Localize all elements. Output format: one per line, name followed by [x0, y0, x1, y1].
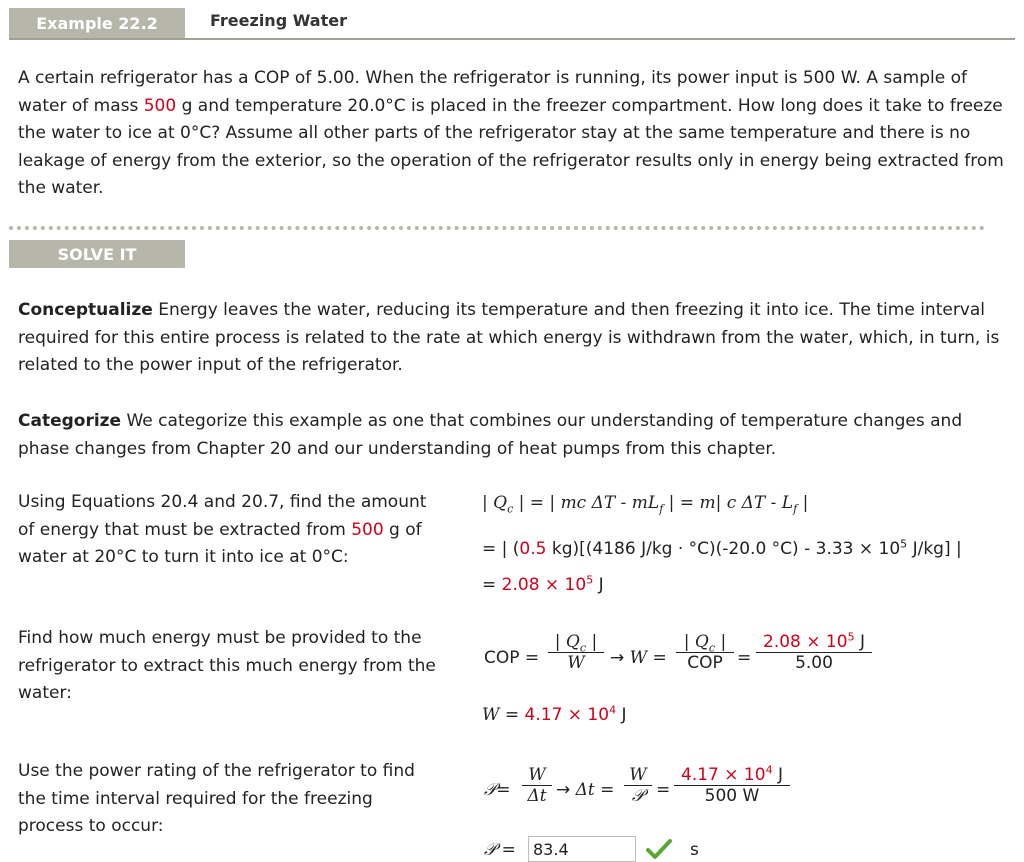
step3-arrow [556, 780, 614, 800]
step2-fraction-3 [756, 632, 872, 673]
step1-eq2-a: = | ( [482, 539, 520, 559]
step3-frac3-den: 500 W [674, 785, 790, 806]
check-icon [646, 838, 672, 860]
conceptualize-paragraph [18, 297, 1008, 380]
conceptualize-text: Energy leaves the water, reducing its temperature and then freezing it into ice. The time interval required for this entire process is related to the rate at which energy is withdrawn from the water, which, in turn, is related to the power input of the refrigerator. [18, 300, 1000, 375]
step2-w-var: W [629, 648, 648, 668]
step1-eq3-value: 2.08 × 10 [501, 575, 587, 595]
section-divider [9, 226, 985, 230]
step3-answer-label: 𝒫 = [484, 840, 516, 860]
step3-frac2-den: 𝒫 [624, 785, 652, 806]
step1-equation-2 [482, 539, 962, 559]
step1-instructions [18, 489, 438, 572]
categorize-paragraph [18, 408, 1008, 463]
step1-eq3-a: = [482, 575, 502, 595]
step3-dt: Δt [575, 780, 595, 800]
step3-frac3-num-value: 4.17 × 10 [681, 765, 766, 785]
step1-eq2-c: J/kg] | [907, 539, 962, 559]
problem-statement [18, 65, 1008, 203]
step2-frac3-num-unit: J [854, 632, 865, 652]
example-tag-label: Example 22.2 [36, 13, 158, 33]
step2-result [482, 705, 627, 725]
step2-frac3-num-value: 2.08 × 10 [763, 632, 848, 652]
step3-frac2-num: W [629, 765, 647, 785]
step2-frac3-num-exp: 5 [847, 630, 855, 644]
step1-eq3-exp: 5 [586, 573, 594, 587]
step2-frac3-den: 5.00 [756, 652, 872, 673]
step2-arrow [610, 648, 667, 668]
step2-result-unit: J [616, 705, 627, 725]
step2-fraction-1: $\frac{| Q_c |}{W}$ [548, 632, 604, 673]
step3-fraction-2 [624, 765, 652, 806]
step1-eq2-exp: 5 [900, 537, 908, 551]
step3-fraction-3 [674, 765, 790, 806]
solve-it-label: SOLVE IT [57, 244, 137, 264]
step2-frac2-den: COP [676, 652, 734, 673]
step3-power-symbol: 𝒫= [484, 780, 511, 800]
example-tag [9, 8, 185, 40]
step3-frac1-num: W [528, 765, 546, 785]
time-answer-input[interactable] [528, 836, 636, 862]
step2-equals-2: = [652, 648, 667, 668]
step2-result-lhs: W = [482, 705, 525, 725]
problem-mass: 500 [143, 95, 177, 116]
step3-frac3-num-exp: 4 [765, 763, 773, 777]
step3-equals-1: = [600, 780, 615, 800]
step2-equals-3: = [737, 648, 752, 668]
step1-text-a: Using Equations 20.4 and 20.7, find the amount of energy that must be extracted from [18, 492, 427, 540]
step3-power-sym: 𝒫 [484, 780, 497, 800]
step3-fraction-1 [522, 765, 552, 806]
step2-frac1-den: W [548, 652, 604, 673]
step2-result-exp: 4 [609, 703, 617, 717]
step1-text-b: g of water at 20°C to turn it into ice at 0°C: [18, 519, 422, 567]
step3-frac1-den: Δt [522, 785, 552, 806]
step2-arrow-glyph: → [610, 648, 625, 668]
solve-it-tag [9, 240, 185, 268]
step2-fraction-2: | $Q_c$ | COP [676, 632, 734, 673]
categorize-label: Categorize [18, 411, 122, 431]
step2-result-value: 4.17 × 10 [524, 705, 610, 725]
step1-equation-1: | $Q_c$ | = | mc ΔT - $mL_f$ | = m| c ΔT - $L_f$ | [482, 493, 809, 516]
step2-cop-text: COP [484, 648, 520, 668]
step1-eq2-b: kg)[(4186 J/kg · °C)(-20.0 °C) - 3.33 × 10 [546, 539, 901, 559]
step1-eq2-mass: 0.5 [519, 539, 547, 559]
categorize-text: We categorize this example as one that combines our understanding of temperature changes and phase changes from Chapter 20 and our understanding of heat pumps from this chapter. [18, 411, 963, 459]
step3-arrow-glyph: → [556, 780, 571, 800]
step3-instructions: Use the power rating of the refrigerator to find the time interval required for the freezing process to occur: [18, 761, 415, 836]
step2-cop-label [484, 648, 539, 668]
step3-equals-2: = [656, 780, 671, 800]
example-title: Freezing Water [210, 11, 347, 30]
step1-eq3-unit: J [593, 575, 604, 595]
step3-frac3-num-unit: J [772, 765, 783, 785]
step1-equation-3 [482, 575, 604, 595]
problem-text-b: g and temperature 20.0°C is placed in the freezer compartment. How long does it take to freeze the water to ice at 0°C? Assume all other parts of the refrigerator stay at the same temperature and there is no leakage of energy from the exterior, so the operation of the refrigerator results only in energy being extracted from the water. [18, 95, 1004, 198]
conceptualize-label: Conceptualize [18, 300, 153, 320]
step2-instructions: Find how much energy must be provided to the refrigerator to extract this much energy from the water: [18, 628, 436, 703]
answer-unit: s [690, 840, 699, 860]
step1-mass: 500 [351, 519, 384, 540]
step2-equals-1: = [524, 648, 540, 668]
problem-text-a: A certain refrigerator has a COP of 5.00. When the refrigerator is running, its power input is 500 W. A sample of water of mass [18, 68, 967, 116]
